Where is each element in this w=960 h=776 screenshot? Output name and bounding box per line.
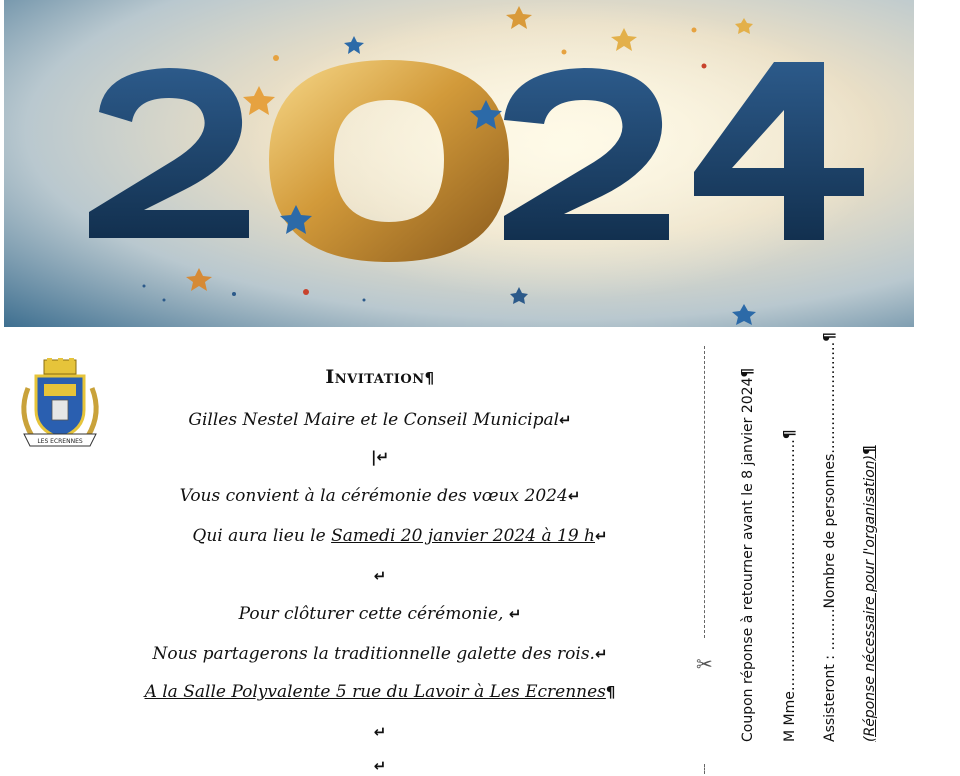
coupon-line-2 bbox=[780, 430, 798, 742]
banner-artwork bbox=[4, 0, 914, 327]
galette-text: Nous partagerons la traditionnelle galette des rois. bbox=[152, 644, 595, 664]
place-line bbox=[0, 682, 760, 702]
line-break-mark: ↵ bbox=[376, 448, 390, 466]
hosts-line bbox=[0, 410, 760, 430]
empty-line-2 bbox=[0, 566, 760, 586]
coupon-name-field: M Mme……………………………………………… bbox=[782, 439, 798, 742]
line-break-mark: ↵ bbox=[373, 567, 387, 585]
line-break-mark: ↵ bbox=[373, 757, 387, 775]
coupon-line-4 bbox=[860, 445, 878, 742]
paragraph-mark: ¶ bbox=[820, 332, 838, 342]
place-text: A la Salle Polyvalente 5 rue du Lavoir à Les Ecrennes bbox=[144, 682, 606, 702]
cut-line-bottom bbox=[704, 764, 705, 774]
date-prefix-text: Qui aura lieu le bbox=[192, 526, 332, 546]
invites-text: Vous convient à la cérémonie des vœux 2024 bbox=[179, 486, 568, 506]
close-text: Pour clôturer cette cérémonie, bbox=[238, 604, 509, 624]
invites-line bbox=[0, 486, 760, 506]
invitation-title bbox=[0, 366, 760, 388]
coupon-note-text: (Réponse nécessaire pour l'organisation) bbox=[862, 454, 878, 742]
paragraph-mark: ¶ bbox=[424, 369, 435, 387]
line-break-mark: ↵ bbox=[567, 487, 581, 505]
banner-image-2024 bbox=[4, 0, 914, 327]
event-date-text: Samedi 20 janvier 2024 à 19 h bbox=[331, 526, 595, 546]
empty-line-1 bbox=[0, 447, 760, 467]
hosts-text: Gilles Nestel Maire et le Conseil Municipal bbox=[188, 410, 560, 430]
scissors-icon: ✂ bbox=[696, 652, 713, 676]
invitation-title-text: Invitation bbox=[325, 366, 425, 388]
coupon-title-text: Coupon réponse à retourner avant le 8 janvier 2024 bbox=[740, 377, 756, 742]
coupon-attendees-field: Assisteront : ………Nombre de personnes…………………… bbox=[822, 341, 838, 742]
paragraph-mark: ¶ bbox=[860, 445, 878, 455]
galette-line bbox=[0, 644, 760, 664]
line-break-mark: ↵ bbox=[559, 411, 572, 429]
line-break-mark: ↵ bbox=[595, 527, 608, 545]
empty-line-3 bbox=[0, 722, 760, 742]
paragraph-mark: ¶ bbox=[605, 683, 616, 701]
empty-line-4 bbox=[0, 756, 760, 776]
paragraph-mark: ¶ bbox=[780, 429, 798, 440]
close-line bbox=[0, 604, 760, 624]
text-cursor: | bbox=[370, 448, 377, 466]
coupon-line-1 bbox=[738, 368, 756, 742]
crest-ribbon-text: LES ECRENNES bbox=[37, 438, 83, 445]
coupon-line-3 bbox=[820, 332, 838, 742]
line-break-mark: ↵ bbox=[594, 645, 608, 663]
paragraph-mark: ¶ bbox=[738, 367, 756, 378]
line-break-mark: ↵ bbox=[508, 605, 522, 623]
date-line bbox=[20, 526, 780, 546]
cut-line bbox=[704, 346, 705, 638]
line-break-mark: ↵ bbox=[373, 723, 387, 741]
